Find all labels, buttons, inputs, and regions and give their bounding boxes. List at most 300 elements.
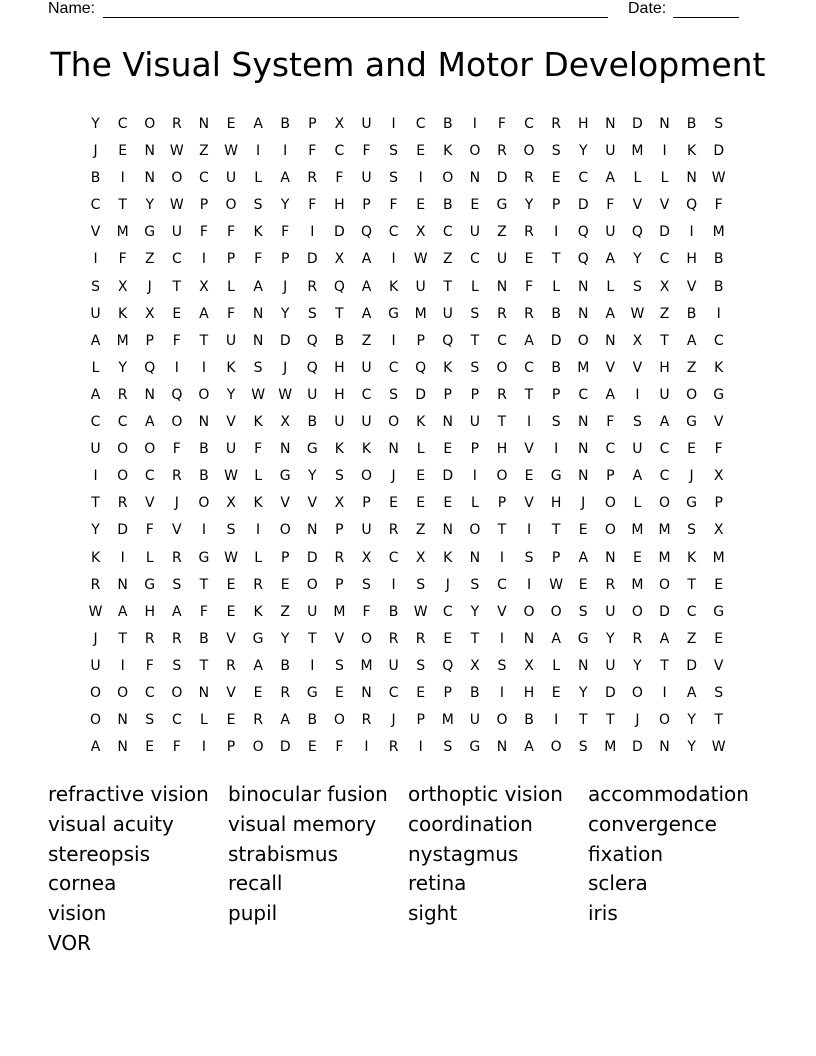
grid-letter[interactable]: K xyxy=(388,278,399,295)
grid-letter[interactable]: F xyxy=(118,251,127,268)
grid-letter[interactable]: I xyxy=(499,684,505,701)
grid-letter[interactable]: T xyxy=(551,251,561,268)
grid-letter[interactable]: S xyxy=(172,576,182,593)
grid-letter[interactable]: E xyxy=(226,116,236,132)
grid-letter[interactable]: N xyxy=(279,441,291,458)
grid-letter[interactable]: Z xyxy=(659,305,670,322)
grid-letter[interactable]: E xyxy=(578,576,588,593)
grid-letter[interactable]: M xyxy=(658,549,671,566)
grid-letter[interactable]: X xyxy=(415,224,426,241)
grid-letter[interactable]: Y xyxy=(687,712,696,729)
grid-letter[interactable]: K xyxy=(253,414,263,431)
grid-letter[interactable]: C xyxy=(144,684,155,701)
grid-letter[interactable]: A xyxy=(253,278,263,295)
grid-letter[interactable]: R xyxy=(388,522,399,539)
grid-letter[interactable]: T xyxy=(606,712,615,729)
grid-letter[interactable]: R xyxy=(226,657,236,674)
grid-letter[interactable]: K xyxy=(253,603,263,620)
grid-letter[interactable]: E xyxy=(632,549,642,566)
grid-letter[interactable]: P xyxy=(280,251,290,268)
grid-letter[interactable]: D xyxy=(659,224,670,241)
grid-letter[interactable]: F xyxy=(145,657,154,674)
grid-letter[interactable]: D xyxy=(442,468,454,485)
grid-letter[interactable]: C xyxy=(388,684,399,701)
grid-letter[interactable]: O xyxy=(144,116,156,132)
grid-letter[interactable]: E xyxy=(470,197,480,214)
grid-letter[interactable]: P xyxy=(199,197,209,214)
grid-letter[interactable]: J xyxy=(581,495,586,512)
grid-letter[interactable]: M xyxy=(414,305,427,322)
grid-letter[interactable]: C xyxy=(144,468,155,485)
grid-letter[interactable]: C xyxy=(659,441,670,458)
grid-letter[interactable]: V xyxy=(632,197,643,214)
grid-letter[interactable]: C xyxy=(388,359,399,376)
grid-letter[interactable]: C xyxy=(117,116,128,132)
grid-letter[interactable]: X xyxy=(334,495,345,512)
grid-letter[interactable]: I xyxy=(201,522,206,539)
grid-letter[interactable]: C xyxy=(578,386,589,403)
grid-letter[interactable]: U xyxy=(361,359,372,376)
grid-letter[interactable]: R xyxy=(497,143,507,160)
grid-letter[interactable]: R xyxy=(415,630,426,647)
grid-letter[interactable]: D xyxy=(550,332,562,349)
grid-letter[interactable]: J xyxy=(635,712,640,729)
grid-letter[interactable]: T xyxy=(551,522,561,539)
grid-letter[interactable]: I xyxy=(418,170,423,187)
grid-letter[interactable]: C xyxy=(713,332,724,349)
grid-letter[interactable]: I xyxy=(120,657,125,674)
grid-letter[interactable]: W xyxy=(88,603,103,620)
grid-letter[interactable]: G xyxy=(144,576,156,593)
grid-letter[interactable]: S xyxy=(253,197,263,214)
grid-letter[interactable]: C xyxy=(524,359,534,376)
grid-letter[interactable]: I xyxy=(391,251,396,268)
grid-letter[interactable]: V xyxy=(280,495,290,512)
grid-letter[interactable]: L xyxy=(470,495,479,512)
grid-letter[interactable]: X xyxy=(334,116,345,132)
grid-letter[interactable]: O xyxy=(550,739,562,756)
grid-letter[interactable]: P xyxy=(714,495,723,512)
grid-letter[interactable]: I xyxy=(120,549,125,566)
grid-letter[interactable]: R xyxy=(524,305,534,322)
grid-letter[interactable]: Q xyxy=(442,332,454,349)
grid-letter[interactable]: B xyxy=(307,414,318,431)
grid-letter[interactable]: F xyxy=(226,224,236,241)
grid-letter[interactable]: O xyxy=(144,441,156,458)
grid-letter[interactable]: V xyxy=(334,630,345,647)
grid-letter[interactable]: K xyxy=(361,441,372,458)
grid-letter[interactable]: A xyxy=(280,712,290,729)
grid-letter[interactable]: I xyxy=(554,712,559,729)
grid-letter[interactable]: I xyxy=(716,305,721,322)
grid-letter[interactable]: E xyxy=(416,197,426,214)
grid-letter[interactable]: V xyxy=(605,359,616,376)
grid-letter[interactable]: Z xyxy=(199,143,209,160)
grid-letter[interactable]: N xyxy=(198,414,210,431)
grid-letter[interactable]: O xyxy=(117,441,129,458)
grid-letter[interactable]: V xyxy=(686,278,697,295)
grid-letter[interactable]: A xyxy=(524,739,534,756)
grid-letter[interactable]: W xyxy=(413,251,428,268)
grid-letter[interactable]: O xyxy=(631,684,643,701)
grid-letter[interactable]: H xyxy=(659,359,670,376)
grid-letter[interactable]: F xyxy=(525,278,534,295)
grid-letter[interactable]: V xyxy=(659,197,670,214)
grid-letter[interactable]: I xyxy=(93,251,98,268)
grid-letter[interactable]: U xyxy=(361,116,372,132)
grid-letter[interactable]: L xyxy=(200,712,208,729)
grid-letter[interactable]: C xyxy=(90,414,101,431)
grid-letter[interactable]: O xyxy=(279,522,291,539)
grid-letter[interactable]: D xyxy=(279,332,291,349)
grid-letter[interactable]: I xyxy=(662,684,667,701)
grid-letter[interactable]: T xyxy=(199,657,209,674)
grid-letter[interactable]: D xyxy=(306,251,318,268)
grid-letter[interactable]: S xyxy=(416,576,426,593)
grid-letter[interactable]: E xyxy=(118,143,128,160)
grid-letter[interactable]: V xyxy=(524,441,534,458)
grid-letter[interactable]: K xyxy=(334,441,344,458)
grid-letter[interactable]: D xyxy=(632,739,643,756)
grid-letter[interactable]: A xyxy=(605,386,616,403)
grid-letter[interactable]: E xyxy=(253,684,263,701)
grid-letter[interactable]: Y xyxy=(280,305,290,322)
grid-letter[interactable]: O xyxy=(659,712,671,729)
grid-letter[interactable]: U xyxy=(469,414,480,431)
grid-letter[interactable]: M xyxy=(658,522,671,539)
grid-letter[interactable]: R xyxy=(497,386,507,403)
grid-letter[interactable]: L xyxy=(660,170,669,187)
grid-letter[interactable]: U xyxy=(225,332,237,349)
grid-letter[interactable]: P xyxy=(551,549,561,566)
grid-letter[interactable]: N xyxy=(605,549,616,566)
grid-letter[interactable]: G xyxy=(469,739,481,756)
grid-letter[interactable]: U xyxy=(469,224,480,241)
grid-letter[interactable]: G xyxy=(144,224,156,241)
grid-letter[interactable]: X xyxy=(470,657,480,674)
grid-letter[interactable]: M xyxy=(712,224,725,241)
grid-letter[interactable]: P xyxy=(145,332,154,349)
grid-letter[interactable]: U xyxy=(496,251,508,268)
grid-letter[interactable]: F xyxy=(172,441,181,458)
grid-letter[interactable]: R xyxy=(388,739,399,756)
grid-letter[interactable]: N xyxy=(361,684,372,701)
grid-letter[interactable]: I xyxy=(201,739,206,756)
grid-letter[interactable]: N xyxy=(469,170,481,187)
grid-letter[interactable]: G xyxy=(252,630,264,647)
grid-letter[interactable]: K xyxy=(714,359,724,376)
grid-letter[interactable]: S xyxy=(334,657,344,674)
grid-letter[interactable]: V xyxy=(226,630,236,647)
grid-letter[interactable]: E xyxy=(226,576,236,593)
grid-letter[interactable]: I xyxy=(526,576,532,593)
grid-letter[interactable]: L xyxy=(145,549,154,566)
grid-letter[interactable]: Z xyxy=(497,224,507,241)
grid-letter[interactable]: K xyxy=(443,359,453,376)
grid-letter[interactable]: W xyxy=(711,170,726,187)
grid-letter[interactable]: X xyxy=(713,522,724,539)
grid-letter[interactable]: C xyxy=(497,332,507,349)
grid-letter[interactable]: M xyxy=(333,603,346,620)
grid-letter[interactable]: F xyxy=(172,739,181,756)
grid-letter[interactable]: G xyxy=(686,495,698,512)
grid-letter[interactable]: U xyxy=(605,657,616,674)
grid-letter[interactable]: G xyxy=(550,468,562,485)
grid-letter[interactable]: V xyxy=(172,522,182,539)
grid-letter[interactable]: W xyxy=(224,549,238,566)
grid-letter[interactable]: S xyxy=(334,468,344,485)
grid-letter[interactable]: M xyxy=(577,359,590,376)
grid-letter[interactable]: J xyxy=(283,359,288,376)
grid-letter[interactable]: N xyxy=(144,386,155,403)
grid-letter[interactable]: C xyxy=(659,468,670,485)
grid-letter[interactable]: I xyxy=(310,224,315,241)
grid-letter[interactable]: O xyxy=(604,495,616,512)
grid-letter[interactable]: S xyxy=(714,684,724,701)
grid-letter[interactable]: P xyxy=(335,576,344,593)
grid-letter[interactable]: L xyxy=(227,278,235,295)
grid-letter[interactable]: B xyxy=(334,332,345,349)
grid-letter[interactable]: F xyxy=(714,197,723,214)
grid-letter[interactable]: S xyxy=(687,522,697,539)
grid-letter[interactable]: O xyxy=(442,170,454,187)
grid-letter[interactable]: N xyxy=(523,630,535,647)
grid-letter[interactable]: R xyxy=(253,576,263,593)
grid-letter[interactable]: C xyxy=(686,603,697,620)
grid-letter[interactable]: O xyxy=(550,603,562,620)
grid-letter[interactable]: Y xyxy=(145,197,155,214)
grid-letter[interactable]: H xyxy=(334,197,345,214)
grid-letter[interactable]: E xyxy=(443,495,453,512)
grid-letter[interactable]: G xyxy=(388,305,399,322)
grid-letter[interactable]: D xyxy=(334,224,345,241)
grid-letter[interactable]: B xyxy=(524,712,534,729)
grid-letter[interactable]: X xyxy=(117,278,128,295)
grid-letter[interactable]: I xyxy=(689,224,694,241)
grid-letter[interactable]: Z xyxy=(361,332,372,349)
grid-letter[interactable]: O xyxy=(604,522,616,539)
grid-letter[interactable]: E xyxy=(714,576,724,593)
grid-letter[interactable]: N xyxy=(307,522,318,539)
grid-letter[interactable]: S xyxy=(714,116,724,132)
grid-letter[interactable]: G xyxy=(713,603,725,620)
grid-letter[interactable]: N xyxy=(659,739,670,756)
grid-letter[interactable]: R xyxy=(632,630,643,647)
grid-letter[interactable]: S xyxy=(551,143,561,160)
grid-letter[interactable]: X xyxy=(632,332,643,349)
grid-letter[interactable]: L xyxy=(254,468,263,485)
grid-letter[interactable]: P xyxy=(470,441,480,458)
grid-letter[interactable]: Z xyxy=(280,603,290,620)
grid-letter[interactable]: M xyxy=(631,576,644,593)
grid-letter[interactable]: X xyxy=(415,549,426,566)
grid-letter[interactable]: R xyxy=(117,495,128,512)
grid-letter[interactable]: X xyxy=(280,414,290,431)
grid-letter[interactable]: Y xyxy=(91,522,100,539)
grid-letter[interactable]: M xyxy=(631,143,644,160)
grid-letter[interactable]: B xyxy=(713,251,724,268)
grid-letter[interactable]: O xyxy=(171,684,183,701)
grid-letter[interactable]: E xyxy=(416,468,426,485)
grid-letter[interactable]: C xyxy=(117,414,128,431)
grid-letter[interactable]: V xyxy=(713,414,724,431)
grid-letter[interactable]: S xyxy=(91,278,100,295)
grid-letter[interactable]: R xyxy=(524,170,534,187)
grid-letter[interactable]: B xyxy=(199,630,209,647)
grid-letter[interactable]: I xyxy=(391,116,396,132)
grid-letter[interactable]: T xyxy=(118,630,127,647)
grid-letter[interactable]: C xyxy=(605,441,616,458)
grid-letter[interactable]: P xyxy=(362,197,371,214)
grid-letter[interactable]: F xyxy=(308,143,317,160)
grid-letter[interactable]: F xyxy=(199,603,208,620)
grid-letter[interactable]: P xyxy=(226,251,236,268)
grid-letter[interactable]: U xyxy=(90,657,101,674)
date-blank-line[interactable] xyxy=(673,17,739,18)
grid-letter[interactable]: E xyxy=(416,143,426,160)
grid-letter[interactable]: S xyxy=(632,414,642,431)
grid-letter[interactable]: N xyxy=(469,549,481,566)
grid-letter[interactable]: S xyxy=(470,576,480,593)
grid-letter[interactable]: V xyxy=(497,603,507,620)
grid-letter[interactable]: Y xyxy=(308,468,317,485)
grid-letter[interactable]: C xyxy=(90,197,101,214)
grid-letter[interactable]: O xyxy=(117,684,129,701)
grid-letter[interactable]: L xyxy=(606,278,615,295)
grid-letter[interactable]: J xyxy=(391,712,396,729)
grid-letter[interactable]: S xyxy=(226,522,236,539)
grid-letter[interactable]: O xyxy=(496,359,508,376)
grid-letter[interactable]: Y xyxy=(280,630,290,647)
grid-letter[interactable]: P xyxy=(416,712,425,729)
grid-letter[interactable]: B xyxy=(442,116,453,132)
grid-letter[interactable]: Q xyxy=(415,359,427,376)
grid-letter[interactable]: I xyxy=(310,657,315,674)
grid-letter[interactable]: R xyxy=(253,712,263,729)
grid-letter[interactable]: B xyxy=(388,603,399,620)
grid-letter[interactable]: E xyxy=(145,739,155,756)
grid-letter[interactable]: H xyxy=(334,386,345,403)
grid-letter[interactable]: E xyxy=(226,712,236,729)
grid-letter[interactable]: A xyxy=(253,657,263,674)
grid-letter[interactable]: I xyxy=(391,332,396,349)
grid-letter[interactable]: N xyxy=(577,468,589,485)
grid-letter[interactable]: T xyxy=(308,630,317,647)
grid-letter[interactable]: E xyxy=(443,630,453,647)
grid-letter[interactable]: A xyxy=(144,414,155,431)
grid-letter[interactable]: I xyxy=(554,224,559,241)
grid-letter[interactable]: A xyxy=(361,278,372,295)
grid-letter[interactable]: R xyxy=(117,386,128,403)
grid-letter[interactable]: E xyxy=(416,684,426,701)
grid-letter[interactable]: A xyxy=(686,332,697,349)
grid-letter[interactable]: G xyxy=(306,684,318,701)
grid-letter[interactable]: E xyxy=(443,441,453,458)
grid-letter[interactable]: H xyxy=(550,495,562,512)
grid-letter[interactable]: A xyxy=(686,684,697,701)
grid-letter[interactable]: I xyxy=(391,576,396,593)
grid-letter[interactable]: N xyxy=(577,441,589,458)
grid-letter[interactable]: Y xyxy=(280,197,290,214)
grid-letter[interactable]: O xyxy=(171,170,183,187)
grid-letter[interactable]: L xyxy=(254,549,263,566)
grid-letter[interactable]: N xyxy=(442,522,453,539)
grid-letter[interactable]: K xyxy=(253,224,263,241)
grid-letter[interactable]: K xyxy=(90,549,101,566)
grid-letter[interactable]: C xyxy=(171,251,182,268)
grid-letter[interactable]: B xyxy=(686,116,697,132)
grid-letter[interactable]: F xyxy=(606,197,615,214)
grid-letter[interactable]: I xyxy=(635,386,640,403)
grid-letter[interactable]: T xyxy=(335,305,344,322)
grid-letter[interactable]: U xyxy=(361,170,372,187)
grid-letter[interactable]: C xyxy=(171,712,182,729)
grid-letter[interactable]: G xyxy=(496,197,508,214)
grid-letter[interactable]: J xyxy=(147,278,152,295)
grid-letter[interactable]: N xyxy=(117,712,128,729)
grid-letter[interactable]: S xyxy=(362,576,371,593)
grid-letter[interactable]: B xyxy=(280,657,290,674)
grid-letter[interactable]: T xyxy=(578,712,588,729)
grid-letter[interactable]: J xyxy=(283,278,288,295)
grid-letter[interactable]: E xyxy=(389,495,398,512)
grid-letter[interactable]: A xyxy=(117,603,128,620)
grid-letter[interactable]: A xyxy=(253,116,263,132)
grid-letter[interactable]: X xyxy=(226,495,236,512)
grid-letter[interactable]: B xyxy=(90,170,101,187)
grid-letter[interactable]: C xyxy=(388,224,399,241)
grid-letter[interactable]: A xyxy=(659,414,670,431)
grid-letter[interactable]: I xyxy=(499,549,505,566)
grid-letter[interactable]: N xyxy=(442,414,453,431)
grid-letter[interactable]: I xyxy=(554,441,559,458)
grid-letter[interactable]: R xyxy=(551,116,561,132)
grid-letter[interactable]: W xyxy=(224,468,238,485)
grid-letter[interactable]: J xyxy=(93,630,98,647)
grid-letter[interactable]: L xyxy=(470,278,479,295)
grid-letter[interactable]: O xyxy=(225,197,237,214)
grid-letter[interactable]: P xyxy=(497,495,507,512)
grid-letter[interactable]: W xyxy=(549,576,564,593)
grid-letter[interactable]: A xyxy=(172,603,182,620)
grid-letter[interactable]: O xyxy=(469,522,481,539)
grid-letter[interactable]: T xyxy=(660,657,669,674)
grid-letter[interactable]: Y xyxy=(470,603,480,620)
grid-letter[interactable]: S xyxy=(578,739,588,756)
grid-letter[interactable]: V xyxy=(524,495,534,512)
grid-letter[interactable]: O xyxy=(306,576,318,593)
grid-letter[interactable]: O xyxy=(496,468,508,485)
grid-letter[interactable]: N xyxy=(577,657,589,674)
grid-letter[interactable]: Q xyxy=(577,251,589,268)
grid-letter[interactable]: A xyxy=(524,332,534,349)
grid-letter[interactable]: N xyxy=(144,170,155,187)
grid-letter[interactable]: O xyxy=(388,414,400,431)
grid-letter[interactable]: P xyxy=(226,739,236,756)
grid-letter[interactable]: N xyxy=(605,116,616,132)
grid-letter[interactable]: F xyxy=(226,305,236,322)
grid-letter[interactable]: Q xyxy=(631,224,643,241)
grid-letter[interactable]: U xyxy=(469,712,480,729)
grid-letter[interactable]: I xyxy=(418,739,423,756)
grid-letter[interactable]: P xyxy=(280,549,290,566)
grid-letter[interactable]: U xyxy=(361,414,372,431)
grid-letter[interactable]: D xyxy=(686,657,697,674)
grid-letter[interactable]: R xyxy=(90,576,101,593)
grid-letter[interactable]: T xyxy=(199,576,209,593)
grid-letter[interactable]: Q xyxy=(686,197,698,214)
grid-letter[interactable]: M xyxy=(631,522,644,539)
